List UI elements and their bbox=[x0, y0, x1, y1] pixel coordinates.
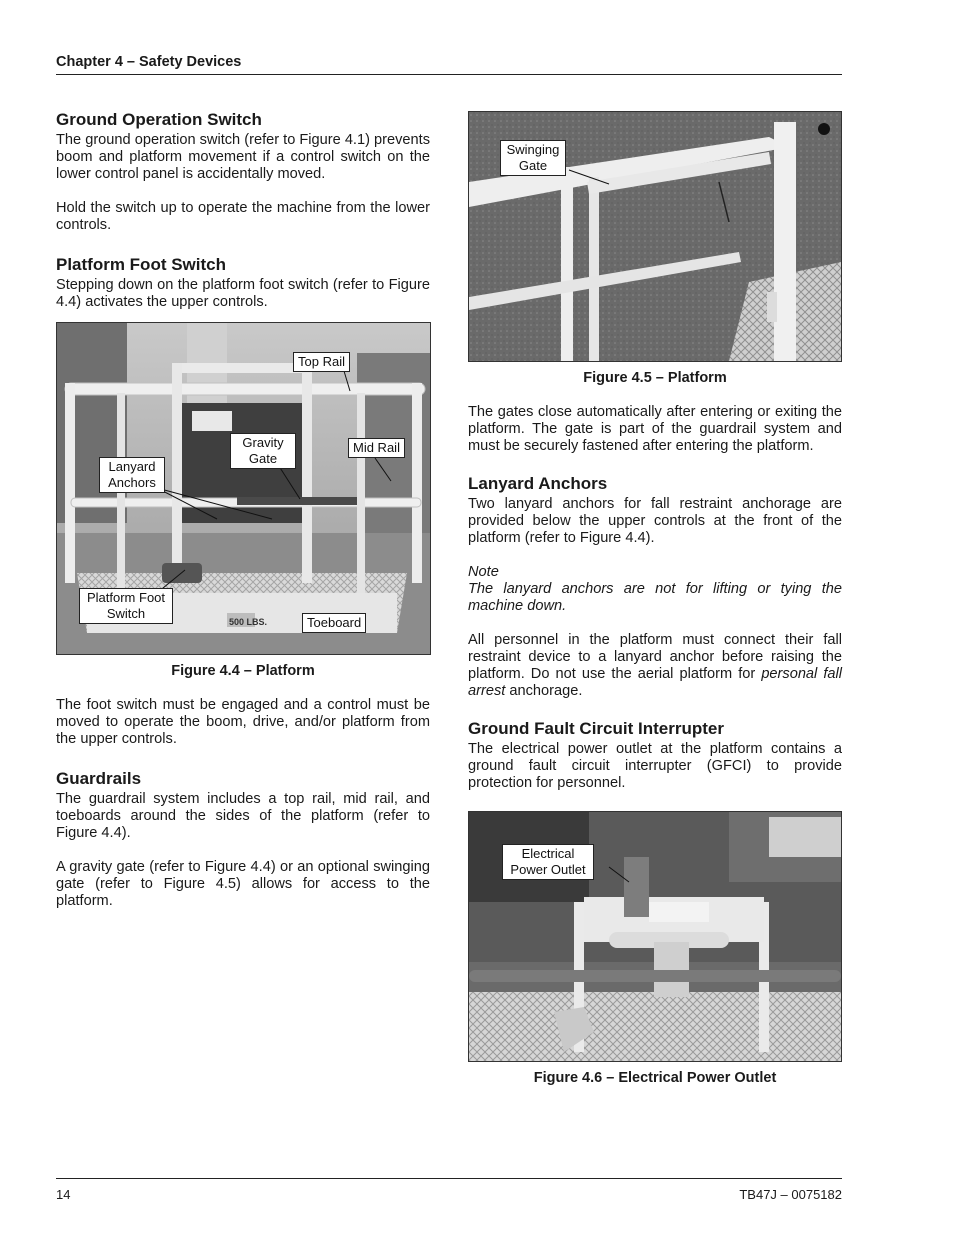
figure-4-5-caption: Figure 4.5 – Platform bbox=[583, 370, 727, 386]
chapter-header: Chapter 4 – Safety Devices bbox=[56, 54, 842, 75]
callout-top-rail: Top Rail bbox=[293, 352, 350, 372]
callout-toeboard: Toeboard bbox=[302, 613, 366, 633]
figure-4-6-caption: Figure 4.6 – Electrical Power Outlet bbox=[533, 1070, 777, 1086]
load-plate-text: 500 LBS. bbox=[229, 617, 268, 627]
lanyard-anchors-p1: Two lanyard anchors for fall restraint anchorage are provided below the upper controls at the front of the platform (refer to Figure 4.4). bbox=[468, 496, 842, 546]
guardrails-p1: The guardrail system includes a top rail, mid rail, and toeboards around the sides of the platform (refer to Figure 4.4). bbox=[56, 791, 430, 841]
callout-lanyard-anchors: Lanyard Anchors bbox=[99, 457, 165, 493]
figure-4-5-photo bbox=[468, 111, 842, 362]
callout-gravity-gate: Gravity Gate bbox=[230, 433, 296, 469]
gates-close-p: The gates close automatically after entering or exiting the platform. The gate is part of the guardrail system and must be securely fastened after entering the platform. bbox=[468, 404, 842, 454]
figure-4-4-caption: Figure 4.4 – Platform bbox=[171, 663, 315, 679]
lanyard-anchors-heading: Lanyard Anchors bbox=[468, 474, 608, 493]
document-id: TB47J – 0075182 bbox=[739, 1187, 842, 1202]
figure-4-6-photo bbox=[468, 811, 842, 1062]
platform-foot-p1: Stepping down on the platform foot switch (refer to Figure 4.4) activates the upper controls. bbox=[56, 277, 430, 310]
ground-operation-p1: The ground operation switch (refer to Figure 4.1) prevents boom and platform movement if a control switch on the lower control panel is accidentally moved. bbox=[56, 132, 430, 182]
gfci-heading: Ground Fault Circuit Interrupter bbox=[468, 719, 724, 738]
figure-4-4-photo bbox=[56, 322, 431, 655]
platform-foot-heading: Platform Foot Switch bbox=[56, 255, 226, 274]
callout-swinging-gate: Swinging Gate bbox=[500, 140, 566, 176]
gfci-p1: The electrical power outlet at the platform contains a ground fault circuit interrupter (GFCI) to provide protection for personnel. bbox=[468, 741, 842, 791]
left-column bbox=[56, 110, 430, 910]
footer-rule bbox=[56, 1178, 842, 1179]
lanyard-anchors-p2: All personnel in the platform must connect their fall restraint device to a lanyard anchor before raising the platform. Do not use the aerial platform for personal fall arrest anchorage. bbox=[468, 632, 842, 699]
guardrails-heading: Guardrails bbox=[56, 769, 142, 788]
foot-switch-engaged-p: The foot switch must be engaged and a control must be moved to operate the boom, drive, and/or platform from the upper controls. bbox=[56, 697, 430, 747]
callout-mid-rail: Mid Rail bbox=[348, 438, 405, 458]
ground-operation-p2: Hold the switch up to operate the machine from the lower controls. bbox=[56, 200, 430, 233]
callout-platform-foot-switch: Platform Foot Switch bbox=[79, 588, 173, 624]
guardrails-p2: A gravity gate (refer to Figure 4.4) or an optional swinging gate (refer to Figure 4.5) allows for access to the platform. bbox=[56, 859, 430, 909]
note-text: The lanyard anchors are not for lifting or tying the machine down. bbox=[468, 581, 842, 614]
right-column bbox=[468, 111, 842, 1086]
note-label: Note bbox=[468, 564, 499, 580]
ground-operation-heading: Ground Operation Switch bbox=[56, 110, 262, 129]
callout-electrical-power-outlet: Electrical Power Outlet bbox=[502, 844, 594, 880]
page-number: 14 bbox=[56, 1187, 71, 1202]
